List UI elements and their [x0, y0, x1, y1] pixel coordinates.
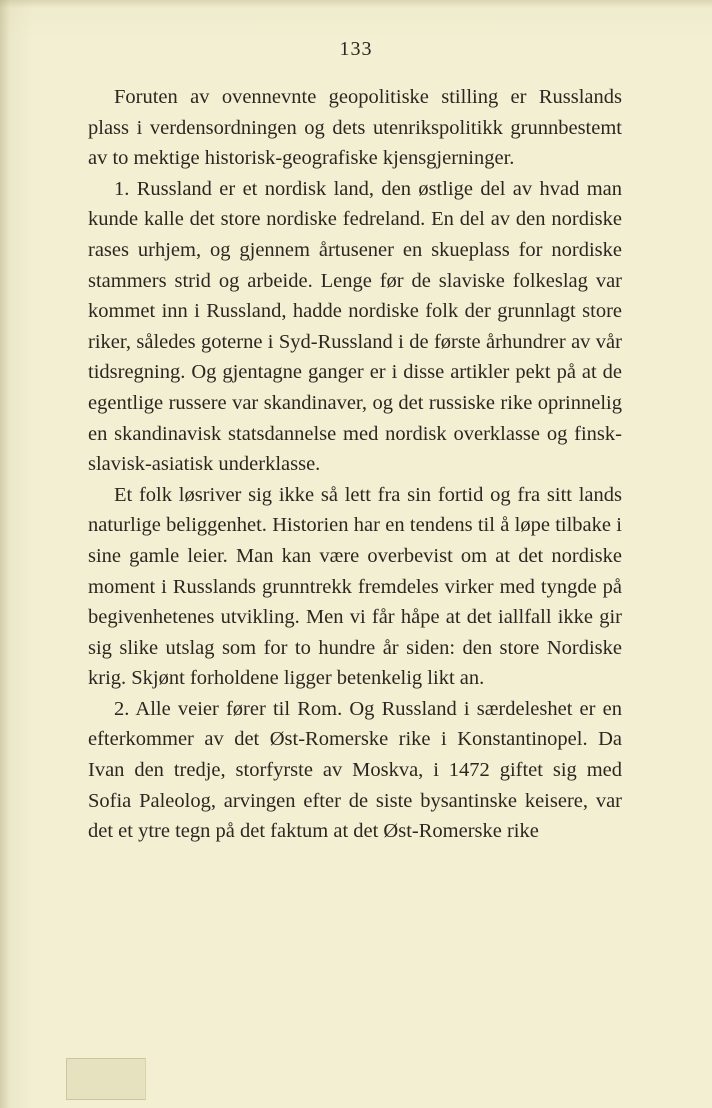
paragraph-2: 1. Russland er et nordisk land, den østlige del av hvad man kunde kalle det store nordiske fedreland. En del av den nordiske rases urhjem, og gjennem årtusener en skueplass for nordiske stammers strid og arbeide. Lenge før de slaviske folkeslag var kommet inn i Russland, hadde nordiske folk der grunnlagt store riker, således goterne i Syd-Russland i de første århundrer av vår tidsregning. Og gjentagne ganger er i disse artikler pekt på at de egentlige russere var skandinaver, og det russiske rike oprinnelig en skandinavisk statsdannelse med nordisk overklasse og finsk-slavisk-asiatisk underklasse. [88, 177, 622, 476]
body-text [88, 82, 622, 847]
paragraph-4: 2. Alle veier fører til Rom. Og Russland i særdeleshet er en efterkommer av det Øst-Romerske rike i Konstantinopel. Da Ivan den tredje, storfyrste av Moskva, i 1472 giftet sig med Sofia Paleolog, arvingen efter de siste bysantinske keisere, var det et ytre tegn på det faktum at det Øst-Romerske rike [88, 697, 622, 843]
scan-artifact-bottom-left [66, 1058, 146, 1100]
paragraph-3: Et folk løsriver sig ikke så lett fra sin fortid og fra sitt lands naturlige beliggenhet. Historien har en tendens til å løpe tilbake i sine gamle leier. Man kan være overbevist om at det nordiske moment i Russlands grunntrekk fremdeles virker med tyngde på begivenhetenes utvikling. Men vi får håpe at det iallfall ikke gir sig slike utslag som for to hundre år siden: den store Nordiske krig. Skjønt forholdene ligger betenkelig likt an. [88, 483, 622, 690]
page-edge-shadow-top [0, 0, 712, 8]
page-number: 133 [339, 38, 373, 60]
page-edge-shadow-left [0, 0, 10, 1108]
paragraph-1: Foruten av ovennevnte geopolitiske stilling er Russlands plass i verdensordningen og dets utenrikspolitikk grunnbestemt av to mektige historisk-geografiske kjensgjerninger. [88, 86, 622, 170]
